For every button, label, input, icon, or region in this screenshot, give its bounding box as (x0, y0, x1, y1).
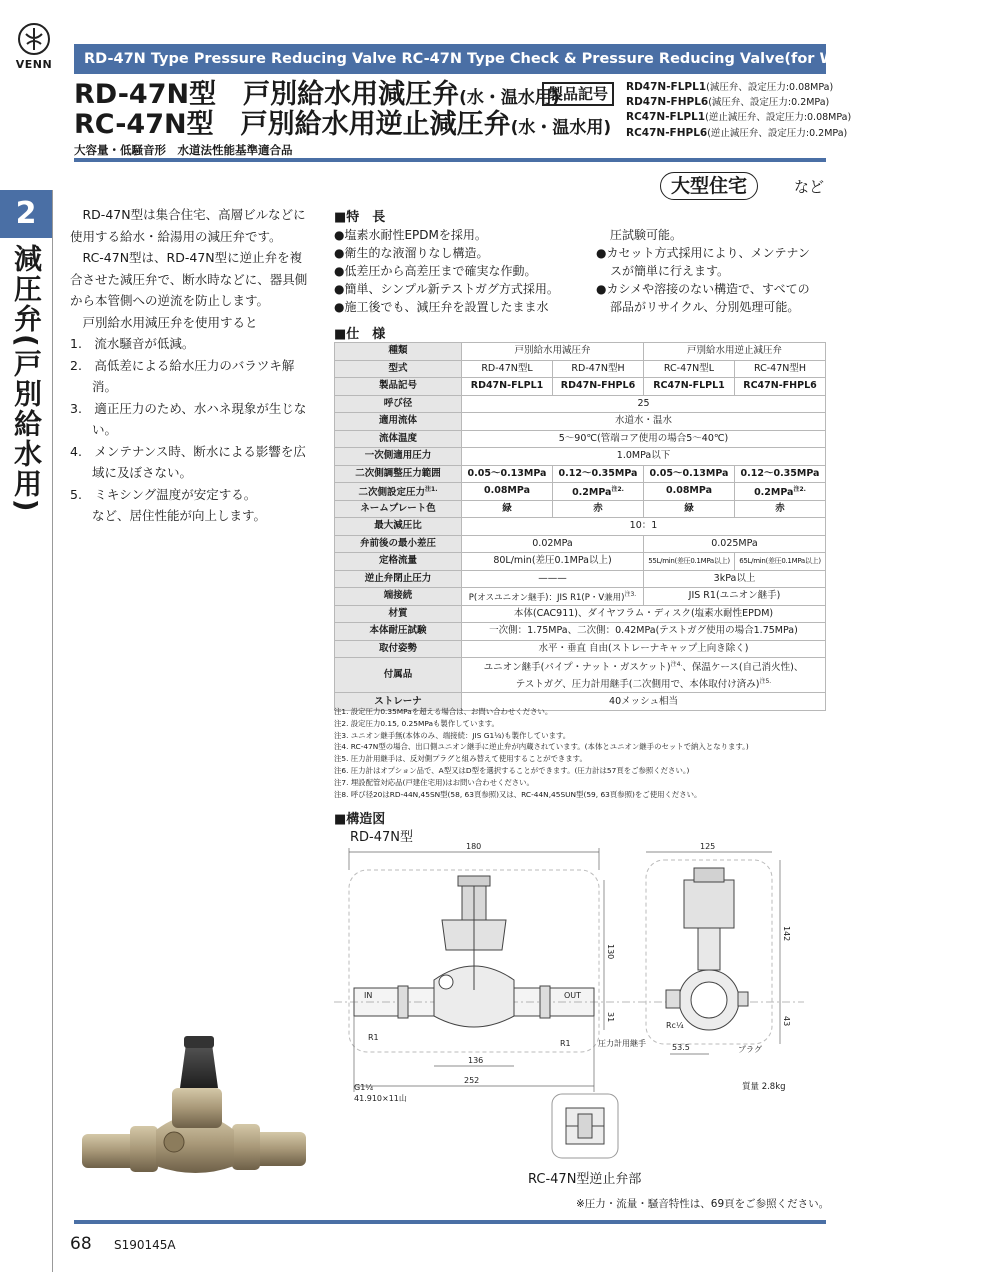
table-row (335, 605, 826, 623)
footnote: 注3. ユニオン継手無(本体のみ、端接続：JIS G1¹⁄₄)も製作しています。 (334, 730, 571, 740)
feature-item: ●施工後でも、減圧弁を設置したまま水 (334, 300, 549, 314)
chapter-title: 減圧弁(戸別給水用) (10, 244, 43, 514)
table-row (335, 465, 826, 483)
spec-cell: 1.0MPa以下 (462, 448, 826, 466)
dim-142: 142 (782, 926, 791, 942)
subtitle: 大容量・低騒音形 水道法性能基準適合品 (74, 143, 293, 157)
label-in: IN (364, 991, 373, 1000)
product-code-item: RC47N-FLPL1(逆止減圧弁、設定圧力:0.08MPa) (626, 111, 852, 124)
table-row (335, 518, 826, 536)
intro-paragraph: RD-47N型は集合住宅、高層ビルなどに使用する給水・給湯用の減圧弁です。 (70, 207, 306, 244)
spec-cell: 0.08MPa (644, 483, 735, 501)
spec-label: 呼び径 (335, 395, 462, 413)
title-rc47n-main: RC-47N型 戸別給水用逆止減圧弁 (74, 109, 511, 140)
table-row (335, 658, 826, 693)
benefit-item: 3. 適正圧力のため、水ハネ現象が生じない。 (70, 400, 307, 437)
venn-logo (10, 22, 58, 72)
spec-label: 取付姿勢 (335, 640, 462, 658)
spec-cell: RD-47N型H (553, 360, 644, 378)
table-row (335, 343, 826, 361)
spec-cell: RC-47N型H (735, 360, 826, 378)
table-row (335, 570, 826, 588)
footnote: 注7. 埋設配管対応品(戸建住宅用)はお問い合わせください。 (334, 777, 534, 787)
spec-label: 流体温度 (335, 430, 462, 448)
spec-cell: 緑 (644, 500, 735, 518)
feature-item: ●塩素水耐性EPDMを採用。 (334, 228, 487, 242)
title-rd47n-sub: (水・温水用) (459, 88, 560, 108)
footnotes (334, 706, 834, 800)
footnote: 注5. 圧力計用継手は、反対側プラグと組み替えて使用することができます。 (334, 754, 587, 764)
label-g-thread: G1¹⁄₄ (354, 1083, 374, 1092)
spec-cell: 水道水・温水 (462, 413, 826, 431)
spec-table (334, 342, 826, 711)
spec-cell: 0.12〜0.35MPa (553, 465, 644, 483)
feature-item: ●カシメや溶接のない構造で、すべての (596, 282, 810, 296)
footnote: 注8. 呼び径20はRD-44N,45SN型(58, 63頁参照)又は、RC-44N,45SUN型(59, 63頁参照)をご使用ください。 (334, 789, 702, 799)
benefit-item: 1. 流水騒音が低減。 (70, 336, 195, 351)
spec-label: ストレーナ (335, 693, 462, 711)
footnote: 注6. 圧力計はオプション品で、A型又はD型を選択することができます。(圧力計は57頁をご参照ください。) (334, 765, 690, 775)
spec-cell: RD47N-FLPL1 (462, 378, 553, 396)
spec-cell: 緑 (462, 500, 553, 518)
product-code-list (626, 80, 851, 141)
label-out: OUT (564, 991, 582, 1000)
spec-label: 製品記号 (335, 378, 462, 396)
product-code-item: RD47N-FHPL6(減圧弁、設定圧力:0.2MPa) (626, 96, 830, 109)
product-code-label: 製品記号 (542, 82, 614, 106)
feature-item: ●カセット方式採用により、メンテナン (596, 246, 810, 260)
benefit-item: 4. メンテナンス時、断水による影響を広域に及ぼさない。 (70, 443, 306, 480)
spec-cell: RC47N-FLPL1 (644, 378, 735, 396)
table-row (335, 483, 826, 501)
table-row (335, 448, 826, 466)
footnote-ref: 注5. (759, 678, 772, 686)
spec-label: 本体耐圧試験 (335, 623, 462, 641)
spec-cell: 戸別給水用減圧弁 (462, 343, 644, 361)
reference-note: ※圧力・流量・騒音特性は、69頁をご参照ください。 (576, 1198, 830, 1210)
structure-drawing (334, 840, 804, 1160)
table-row (335, 588, 826, 606)
spec-label: 最大減圧比 (335, 518, 462, 536)
spec-label: 二次側設定圧力$^{注1.}$ (335, 483, 462, 501)
dim-53-5: 53.5 (672, 1043, 690, 1052)
spec-label: 種類 (335, 343, 462, 361)
spec-cell: ——— (462, 570, 644, 588)
spec-label: ネームプレート色 (335, 500, 462, 518)
table-row (335, 623, 826, 641)
spec-cell: 80L/min(差圧0.1MPa以上) (462, 553, 644, 571)
label-r1-left: R1 (368, 1033, 379, 1042)
dim-252: 252 (464, 1076, 480, 1085)
features-column-2 (596, 226, 832, 316)
venn-logo-icon (17, 22, 51, 56)
chapter-number: 2 (0, 190, 52, 238)
product-code-item: RD47N-FLPL1(減圧弁、設定圧力:0.08MPa) (626, 81, 834, 93)
footnote-ref: 注3. (624, 590, 637, 598)
header-rule (74, 158, 826, 162)
spec-cell: 40メッシュ相当 (462, 693, 826, 711)
label-gauge-fitting: 圧力計用継手 (598, 1039, 646, 1048)
spec-cell: 0.05〜0.13MPa (462, 465, 553, 483)
feature-item: スが簡単に行えます。 (610, 264, 730, 278)
spec-label: 付属品 (335, 658, 462, 693)
spec-heading: ■仕 様 (334, 327, 386, 342)
label-r1-right: R1 (560, 1039, 571, 1048)
table-row (335, 500, 826, 518)
title-rd47n-main: RD-47N型 戸別給水用減圧弁 (74, 79, 460, 110)
weight-label: 質量 2.8kg (742, 1082, 786, 1092)
spec-cell: 5〜90℃(管端コア使用の場合5〜40℃) (462, 430, 826, 448)
dim-130: 130 (606, 944, 615, 960)
drawing-model-label: RD-47N型 (350, 830, 414, 845)
spec-label: 逆止弁閉止圧力 (335, 570, 462, 588)
benefit-summary: など、居住性能が向上します。 (92, 508, 267, 523)
table-row (335, 535, 826, 553)
intro-text (70, 204, 308, 527)
label-rc-quarter: Rc¹⁄₄ (666, 1021, 684, 1030)
benefit-item: 2. 高低差による給水圧力のバラツキ解消。 (70, 357, 295, 394)
intro-paragraph: RC-47N型は、RD-47N型に逆止弁を複合させた減圧弁で、断水時などに、器具側から本管側への逆流を防止します。 (70, 250, 308, 308)
product-photo (76, 1030, 316, 1180)
spec-cell: 0.025MPa (644, 535, 826, 553)
sidebar-divider (52, 190, 53, 1272)
spec-cell: RD-47N型L (462, 360, 553, 378)
brand-name: VENN (15, 58, 53, 71)
market-tag: 大型住宅 (660, 172, 758, 200)
benefit-item: 5. ミキシング温度が安定する。 (70, 486, 257, 502)
title-rc47n-sub: (水・温水用) (510, 118, 612, 138)
spec-cell: 赤 (553, 500, 644, 518)
spec-cell: 65L/min(差圧0.1MPa以上) (735, 553, 826, 571)
spec-cell: 本体(CAC911)、ダイヤフラム・ディスク(塩素水耐性EPDM) (462, 605, 826, 623)
table-row (335, 413, 826, 431)
product-code-item: RC47N-FHPL6(逆止減圧弁、設定圧力:0.2MPa) (626, 126, 848, 139)
market-suffix: など (794, 178, 825, 196)
footer-rule (74, 1220, 826, 1224)
check-valve-detail (552, 1094, 618, 1158)
page-number: 68 (70, 1234, 92, 1254)
spec-cell: 0.2MPa$^{注2.}$ (735, 483, 826, 501)
document-code: S190145A (114, 1238, 176, 1252)
dim-125: 125 (700, 842, 716, 851)
check-valve-caption: RC-47N型逆止弁部 (528, 1172, 642, 1187)
spec-cell: 0.08MPa (462, 483, 553, 501)
feature-item: ●簡単、シンプル新テストガグ方式採用。 (334, 282, 559, 296)
table-row (335, 378, 826, 396)
table-row (335, 360, 826, 378)
spec-cell: RD47N-FHPL6 (553, 378, 644, 396)
spec-cell: 赤 (735, 500, 826, 518)
label-plug: プラグ (738, 1045, 762, 1054)
table-row (335, 553, 826, 571)
spec-cell: RC47N-FHPL6 (735, 378, 826, 396)
spec-cell: 10：1 (462, 518, 826, 536)
feature-item: ●衛生的な液溜りなし構造。 (334, 246, 489, 260)
footnote-ref: 注2. (793, 485, 806, 493)
dim-43: 43 (782, 1016, 791, 1027)
spec-label: 二次側調整圧力範囲 (335, 465, 462, 483)
table-row (335, 430, 826, 448)
features-heading: ■特 長 (334, 210, 386, 225)
spec-label: 定格流量 (335, 553, 462, 571)
footnote: 注4. RC-47N型の場合、出口側ユニオン継手に逆止弁が内蔵されています。(本体とユニオン継手のセットで納入となります。) (334, 742, 749, 752)
spec-label: 適用流体 (335, 413, 462, 431)
footnote: 注2. 設定圧力0.15, 0.25MPaも製作しています。 (334, 718, 499, 728)
feature-item: 圧試験可能。 (610, 228, 683, 242)
intro-paragraph: 戸別給水用減圧弁を使用すると (82, 314, 258, 330)
title-rc47n (74, 110, 611, 143)
spec-cell: P(オスユニオン継手)：JIS R1(P・V兼用)$^{注3.}$ (462, 588, 644, 606)
spec-cell: 3kPa以上 (644, 570, 826, 588)
feature-item: 部品がリサイクル、分別処理可能。 (610, 300, 800, 314)
drawing-heading: ■構造図 (334, 812, 386, 827)
spec-cell: RC-47N型L (644, 360, 735, 378)
footnote: 注1. 設定圧力0.35MPaを超える場合は、お問い合わせください。 (334, 707, 553, 716)
spec-cell: 0.12〜0.35MPa (735, 465, 826, 483)
english-title-bar: RD-47N Type Pressure Reducing Valve RC-47N Type Check & Pressure Reducing Valve(for Water or Hot Water) (74, 44, 826, 74)
features-column-1 (334, 226, 584, 316)
spec-cell: 25 (462, 395, 826, 413)
footnote-ref: 注1. (425, 485, 438, 493)
dim-180: 180 (466, 842, 482, 851)
dim-31: 31 (606, 1012, 615, 1023)
spec-label: 端接続 (335, 588, 462, 606)
spec-cell: 55L/min(差圧0.1MPa以上) (644, 553, 735, 571)
spec-cell: 戸別給水用逆止減圧弁 (644, 343, 826, 361)
benefit-list (70, 333, 308, 505)
spec-cell: ユニオン継手(パイプ・ナット・ガスケット)$^{注4.}$、保温ケース(自己消火性)、 テストガグ、圧力計用継手(二次側用で、本体取付け済み)$^{注5.}$ (462, 658, 826, 693)
spec-label: 材質 (335, 605, 462, 623)
footnote-ref: 注2. (611, 485, 624, 493)
spec-cell: 水平・垂直 自由(ストレーナキャップ上向き除く) (462, 640, 826, 658)
spec-label: 弁前後の最小差圧 (335, 535, 462, 553)
dim-136: 136 (468, 1056, 484, 1065)
spec-cell: 0.05〜0.13MPa (644, 465, 735, 483)
spec-label: 型式 (335, 360, 462, 378)
feature-item: ●低差圧から高差圧まで確実な作動。 (334, 264, 537, 278)
spec-cell: JIS R1(ユニオン継手) (644, 588, 826, 606)
table-row (335, 395, 826, 413)
spec-cell: 一次側：1.75MPa、二次側：0.42MPa(テストガグ使用の場合1.75MPa) (462, 623, 826, 641)
spec-cell: 0.2MPa$^{注2.}$ (553, 483, 644, 501)
table-row (335, 640, 826, 658)
spec-label: 一次側適用圧力 (335, 448, 462, 466)
label-thread-spec: 41.910×11山 (354, 1094, 407, 1103)
footnote-ref: 注4. (670, 661, 683, 668)
spec-cell: 0.02MPa (462, 535, 644, 553)
